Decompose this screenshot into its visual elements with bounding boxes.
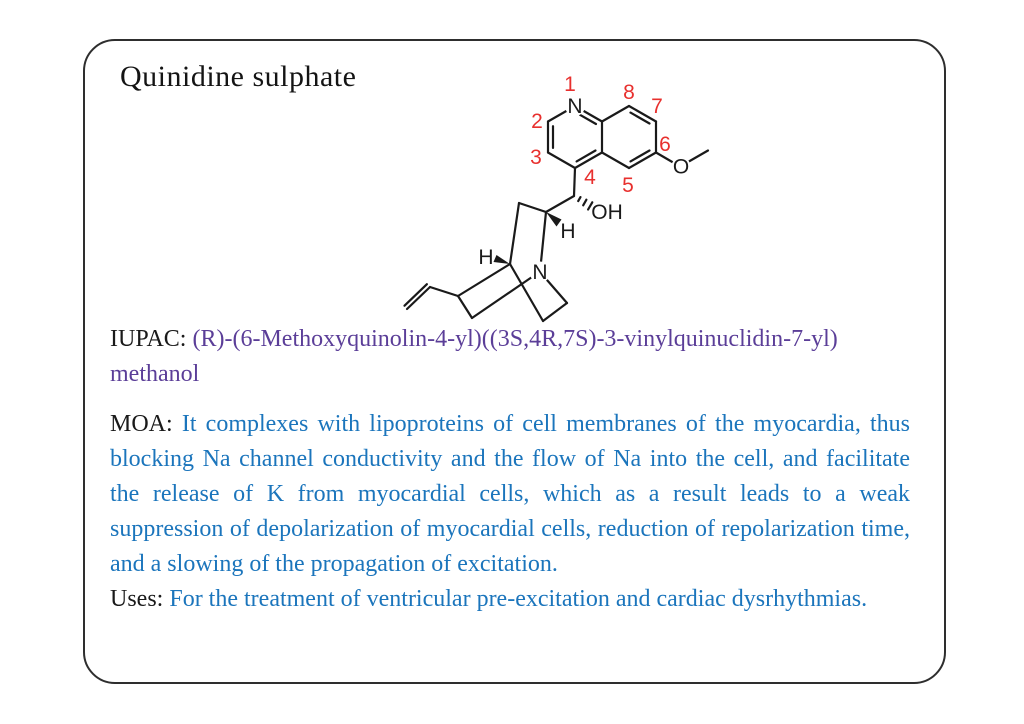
quinuclidine-n-label: N xyxy=(532,261,548,284)
ring-number-4: 4 xyxy=(584,166,596,189)
ring-number-8: 8 xyxy=(623,81,635,104)
methoxy-o-label: O xyxy=(672,155,690,179)
atom-labels xyxy=(478,95,689,284)
iupac-name: (R)-(6-Methoxyquinolin-4-yl)((3S,4R,7S)-3-vinylquinuclidin-7-yl) methanol xyxy=(110,326,838,387)
bridgehead-h-label: H xyxy=(478,246,494,269)
moa-text: It complexes with lipoproteins of cell membranes of the myocardia, thus blocking Na channel conductivity and the flow of Na into the cell, and facilitate the release of K from myocardial cells, which as a result leads to a weak suppression of depolarization of myocardial cells, reduction of repolarization time, and a slowing of the propagation of excitation. xyxy=(110,411,911,577)
moa-label: MOA: xyxy=(110,411,173,437)
ring-number-6: 6 xyxy=(659,133,671,156)
uses-text: For the treatment of ventricular pre-excitation and cardiac dysrhythmias. xyxy=(169,586,868,612)
quinoline-n-label: N xyxy=(567,95,583,118)
hydroxyl-label: OH xyxy=(591,201,623,224)
ring-number-3: 3 xyxy=(530,146,542,169)
slide-title: Quinidine sulphate xyxy=(120,60,357,93)
ring-number-7: 7 xyxy=(651,95,663,118)
iupac-label: IUPAC: xyxy=(110,326,187,352)
uses-paragraph xyxy=(110,582,910,617)
text-column xyxy=(110,322,910,617)
ring-number-1: 1 xyxy=(564,73,576,96)
moa-paragraph xyxy=(110,407,910,582)
carbinol-and-quinuclidine-bonds xyxy=(405,168,593,321)
carbinol-h-label: H xyxy=(560,220,576,243)
ring-number-5: 5 xyxy=(622,174,634,197)
ring-number-2: 2 xyxy=(531,110,543,133)
ring-position-numbers xyxy=(530,73,671,197)
iupac-paragraph xyxy=(110,322,910,392)
uses-label: Uses: xyxy=(110,586,164,612)
